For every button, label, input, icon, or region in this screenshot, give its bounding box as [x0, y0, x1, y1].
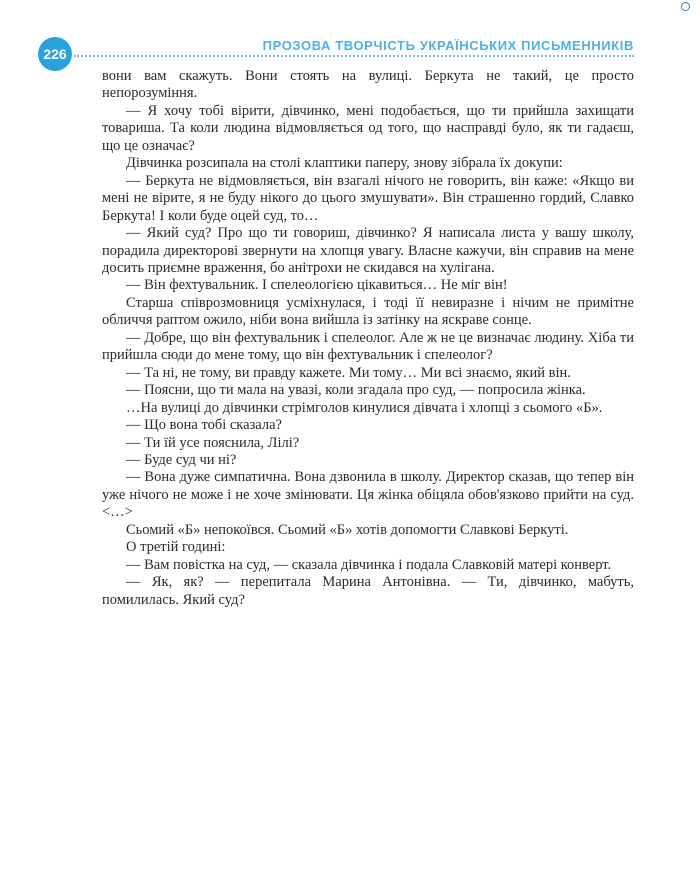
paragraph: — Ти їй усе пояснила, Лілі?: [126, 434, 300, 451]
paragraph: — Вона дуже симпатична. Вона дзвонила в школу. Директор сказав, що тепер він уже нічого не може і не хоче змінювати. Ця жінка обіцяла обов'язково прийти на суд. <…>: [102, 469, 634, 521]
logo-icon: [681, 2, 690, 11]
page-number: 226: [38, 37, 72, 71]
paragraph: — Беркута не відмовляється, він взагалі нічого не говорить, він каже: «Якщо ви мені не вірите, я не буду нікого до цього змушувати». Він страшенно гордий, Славко Беркута! І коли буде оцей суд, то…: [102, 172, 634, 224]
paragraph: Сьомий «Б» непокоївся. Сьомий «Б» хотів допомогти Славкові Беркуті.: [126, 521, 569, 538]
publisher-logo: [681, 2, 690, 11]
paragraph: — Що вона тобі сказала?: [126, 417, 282, 434]
paragraph: вони вам скажуть. Вони стоять на вулиці. Беркута не такий, це просто непорозуміння.: [102, 68, 634, 102]
paragraph: — Я хочу тобі вірити, дівчинко, мені подобається, що ти прийшла захищати товариша. Та коли людина відмовляється од того, що насправді було, як ти гадаєш, що це означає?: [102, 102, 634, 154]
paragraph: О третій годині:: [126, 539, 226, 556]
paragraph: — Вам повістка на суд, — сказала дівчинка і подала Славковій матері конверт.: [126, 556, 612, 573]
body-text: [102, 68, 634, 609]
paragraph: — Поясни, що ти мала на увазі, коли згадала про суд, — попросила жінка.: [126, 382, 586, 399]
paragraph: — Добре, що він фехтувальник і спелеолог. Але ж не це визначає людину. Хіба ти прийшла сюди до мене тому, що він фехтувальник і спелеолог?: [102, 329, 634, 364]
running-header-title: ПРОЗОВА ТВОРЧІСТЬ УКРАЇНСЬКИХ ПИСЬМЕННИКІВ: [262, 38, 634, 53]
paragraph: Дівчинка розсипала на столі клаптики паперу, знову зібрала їх докупи:: [126, 155, 563, 172]
paragraph: …На вулиці до дівчинки стрімголов кинулися дівчата і хлопці з сьомого «Б».: [126, 399, 603, 416]
paragraph: — Буде суд чи ні?: [126, 451, 237, 468]
paragraph: — Як, як? — перепитала Марина Антонівна. — Ти, дівчинко, мабуть, помилилась. Який суд?: [102, 574, 634, 608]
header-dotted-rule: [74, 55, 634, 57]
paragraph: — Та ні, не тому, ви правду кажете. Ми тому… Ми всі знаємо, який він.: [126, 364, 571, 381]
paragraph: — Він фехтувальник. І спелеологією цікавиться… Не міг він!: [126, 277, 508, 294]
paragraph: — Який суд? Про що ти говориш, дівчинко? Я написала листа у вашу школу, порадила директорові звернути на хлопця увагу. Власне кажучи, він справив на мене досить приємне враження, бо анітрохи не скидався на хулігана.: [102, 225, 634, 276]
paragraph: Старша співрозмовниця усміхнулася, і тоді її невиразне і нічим не примітне обличчя раптом ожило, ніби вона вийшла із затінку на яскраве сонце.: [102, 294, 634, 329]
